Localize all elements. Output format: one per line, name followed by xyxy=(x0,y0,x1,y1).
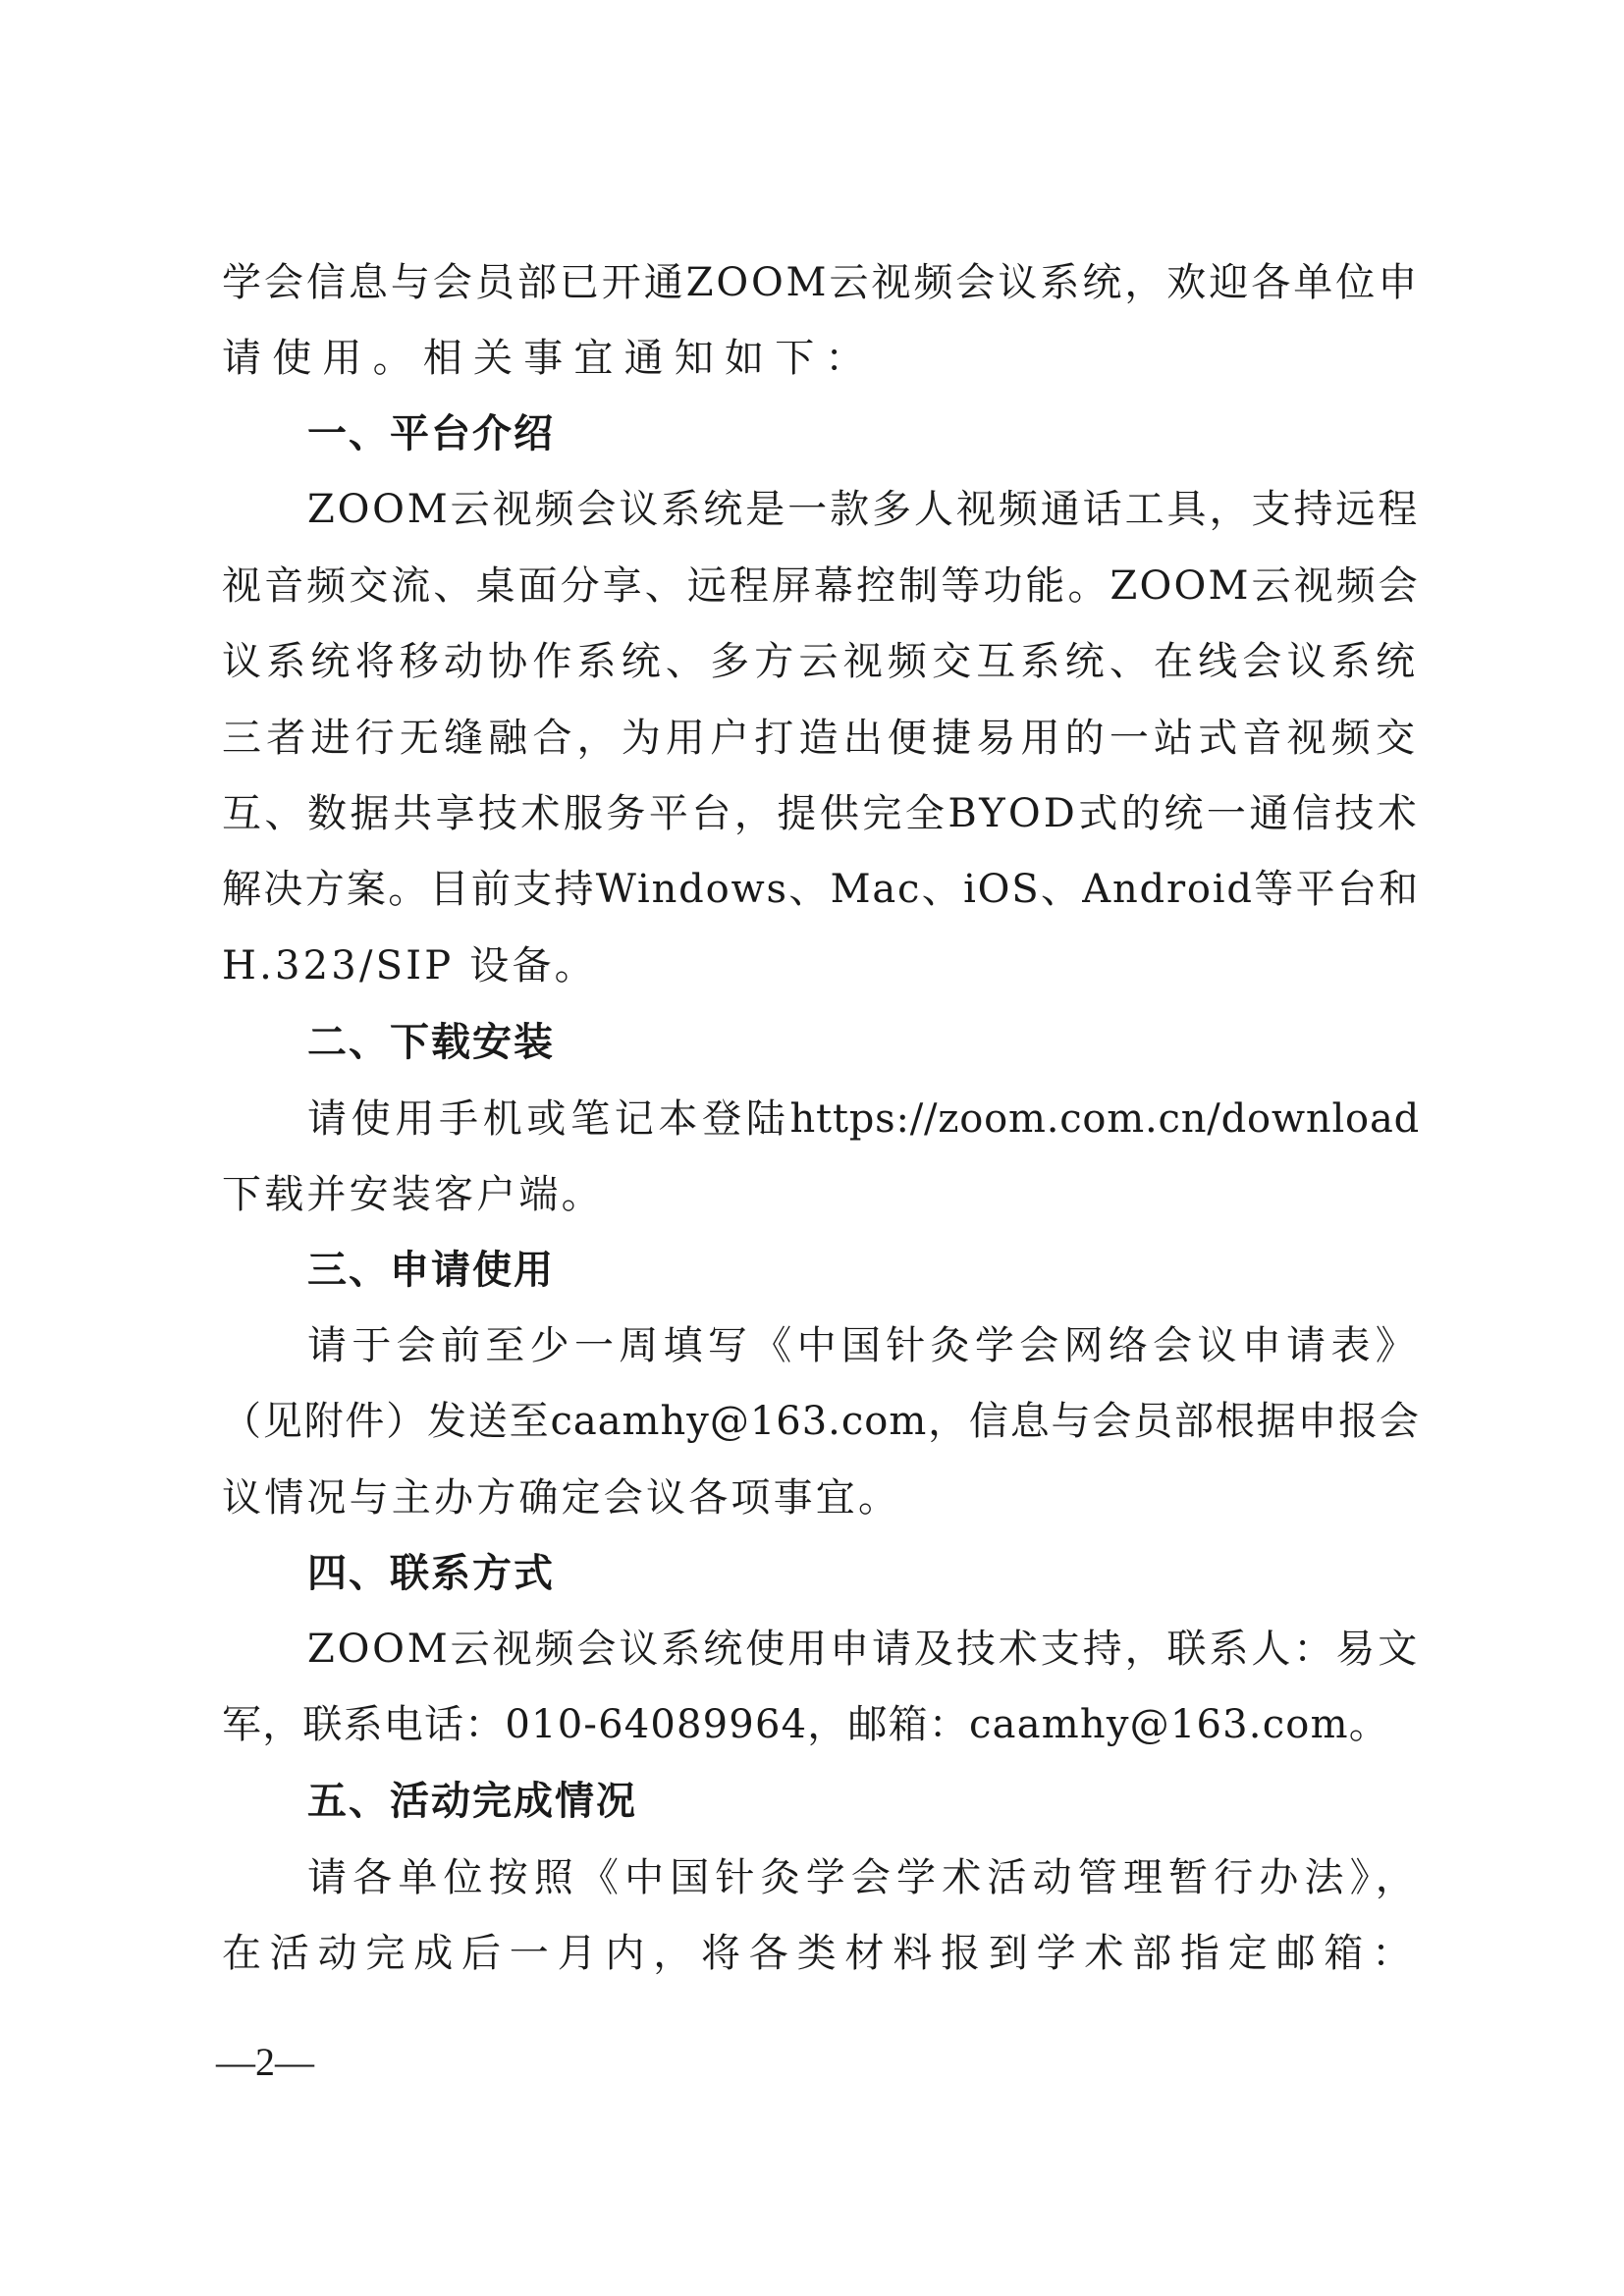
platform-line-2: 视音频交流、桌面分享、远程屏幕控制等功能。ZOOM云视频会 xyxy=(222,563,1420,609)
platform-line-5: 互、数据共享技术服务平台，提供完全BYOD式的统一通信技术 xyxy=(222,791,1420,836)
download-line-1: 请使用手机或笔记本登陆https://zoom.com.cn/download xyxy=(307,1096,1420,1142)
section-heading-activity: 五、活动完成情况 xyxy=(307,1779,637,1824)
platform-line-1: ZOOM云视频会议系统是一款多人视频通话工具，支持远程 xyxy=(307,487,1420,532)
intro-line-1: 学会信息与会员部已开通ZOOM云视频会议系统，欢迎各单位申 xyxy=(222,260,1420,305)
section-heading-contact: 四、联系方式 xyxy=(307,1551,555,1596)
apply-line-1: 请于会前至少一周填写《中国针灸学会网络会议申请表》 xyxy=(307,1323,1420,1368)
intro-line-2: 请使用。相关事宜通知如下： xyxy=(222,336,876,381)
platform-line-4: 三者进行无缝融合，为用户打造出便捷易用的一站式音视频交 xyxy=(222,716,1420,761)
section-heading-download: 二、下载安装 xyxy=(307,1020,555,1065)
platform-line-7: H.323/SIP 设备。 xyxy=(222,943,597,988)
platform-line-6: 解决方案。目前支持Windows、Mac、iOS、Android等平台和 xyxy=(222,867,1420,912)
section-heading-apply: 三、申请使用 xyxy=(307,1248,555,1293)
contact-line-1: ZOOM云视频会议系统使用申请及技术支持，联系人：易文 xyxy=(307,1627,1420,1672)
section-heading-platform: 一、平台介绍 xyxy=(307,411,555,456)
apply-line-2: （见附件）发送至caamhy@163.com，信息与会员部根据申报会 xyxy=(222,1399,1420,1444)
page-number: —2— xyxy=(216,2040,314,2084)
platform-line-3: 议系统将移动协作系统、多方云视频交互系统、在线会议系统 xyxy=(222,639,1420,684)
activity-line-1: 请各单位按照《中国针灸学会学术活动管理暂行办法》， xyxy=(307,1855,1420,1900)
download-line-2: 下载并安装客户端。 xyxy=(222,1172,604,1217)
activity-line-2: 在活动完成后一月内，将各类材料报到学术部指定邮箱： xyxy=(222,1931,1420,1976)
contact-line-2: 军，联系电话：010-64089964，邮箱：caamhy@163.com。 xyxy=(222,1702,1389,1747)
apply-line-3: 议情况与主办方确定会议各项事宜。 xyxy=(222,1475,901,1521)
